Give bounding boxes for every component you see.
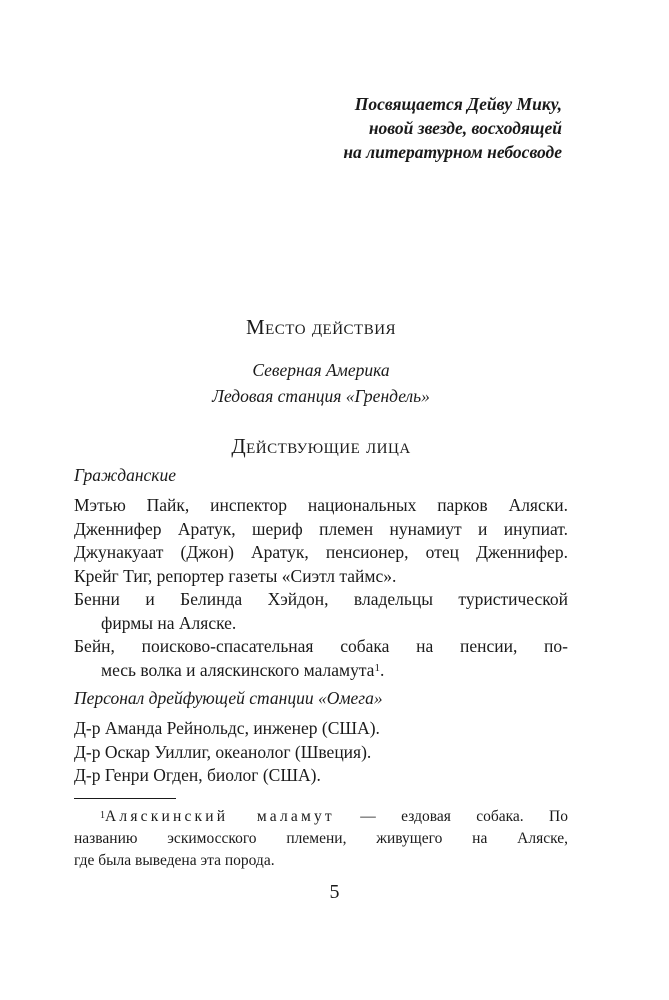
list-item-text: месь волка и аляскинского маламута — [101, 659, 375, 680]
setting-lines — [74, 357, 568, 409]
footnote-line: названию эскимосского племени, живущего на Аляске, — [74, 830, 568, 847]
list-item: Д-р Аманда Рейнольдс, инженер (США). — [74, 718, 380, 738]
footnote-line: где была выведена эта порода. — [74, 852, 275, 869]
list-item: фирмы на Аляске. — [101, 612, 237, 633]
list-item: Д-р Генри Огден, биолог (США). — [74, 765, 321, 785]
list-item — [74, 659, 568, 683]
setting-heading: Место действия — [245, 315, 397, 339]
dedication-line: Посвящается Дейву Мику, — [354, 94, 562, 114]
footnote-line — [74, 806, 568, 828]
cast-heading: Действующие лица — [231, 434, 411, 458]
list-item: Д-р Оскар Уиллиг, океанолог (Швеция). — [74, 741, 372, 762]
period: . — [379, 659, 385, 680]
footnote-marker: 1 — [100, 810, 105, 821]
list-item: Бейн, поисково-спасательная собака на пенсии, по- — [74, 636, 568, 656]
setting-line: Ледовая станция «Грендель» — [212, 386, 430, 406]
list-item: Мэтью Пайк, инспектор национальных парков Аляски. — [74, 495, 568, 515]
omega-subhead: Персонал дрейфующей станции «Омега» — [74, 688, 383, 708]
civilians-list — [74, 494, 568, 682]
footnote-divider — [74, 798, 176, 799]
footnote-ref: 1 — [374, 661, 380, 674]
setting-line: Северная Америка — [252, 360, 390, 380]
list-item: Крейг Тиг, репортер газеты «Сиэтл таймс». — [74, 565, 397, 586]
civilians-subhead: Гражданские — [74, 465, 177, 485]
footnote-term: Аляскинский маламут — [105, 808, 335, 825]
list-item: Бенни и Белинда Хэйдон, владельцы туристической — [74, 589, 568, 609]
footnote-text: — ездовая собака. По — [334, 808, 568, 825]
dedication-line: на литературном небосводе — [343, 142, 562, 162]
footnote — [74, 806, 568, 872]
page-number: 5 — [329, 881, 340, 903]
dedication — [162, 92, 562, 164]
dedication-line: новой звезде, восходящей — [368, 118, 562, 138]
list-item: Дженнифер Аратук, шериф племен нунамиут и инупиат. — [74, 518, 568, 539]
omega-list — [74, 717, 568, 788]
list-item: Джунакуаат (Джон) Аратук, пенсионер, отец Дженнифер. — [74, 542, 568, 562]
